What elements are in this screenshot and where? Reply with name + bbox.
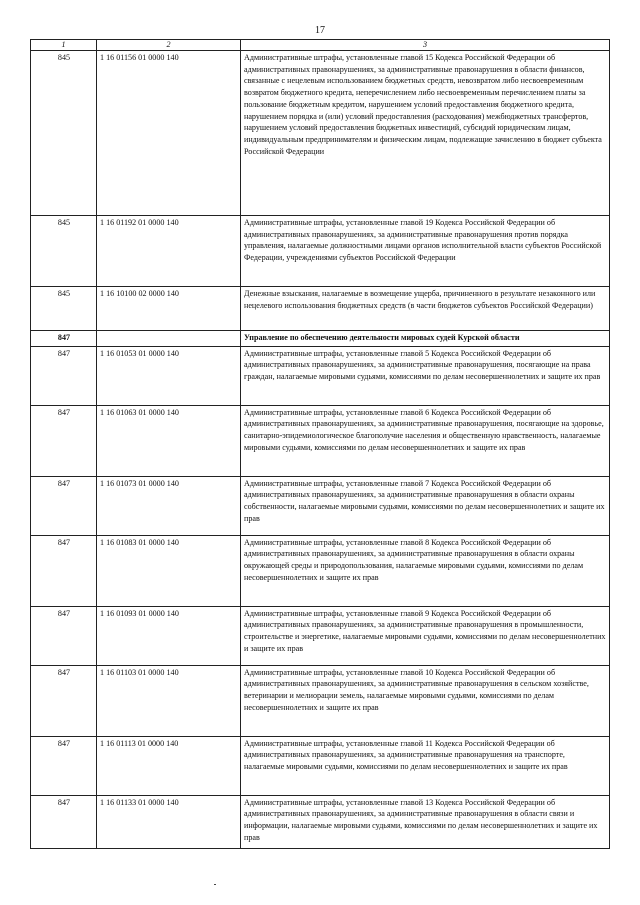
admin-code-cell: 847 <box>31 606 97 665</box>
budget-code-cell: 1 16 01093 01 0000 140 <box>97 606 241 665</box>
admin-code-cell: 847 <box>31 346 97 405</box>
column-number-2: 2 <box>97 40 241 51</box>
table-row <box>31 476 610 535</box>
table-row <box>31 795 610 848</box>
table-row <box>31 287 610 331</box>
admin-code-cell: 847 <box>31 476 97 535</box>
table-row <box>31 535 610 606</box>
admin-code-cell: 847 <box>31 535 97 606</box>
income-name-cell: Административные штрафы, установленные главой 8 Кодекса Российской Федерации об административных правонарушениях, за административные правонарушения в области охраны окружающей среды и природопользования, налагаемые мировыми судьями, комиссиями по делам несовершеннолетних и защите их прав <box>241 535 610 606</box>
admin-code-cell: 847 <box>31 405 97 476</box>
budget-code-cell: 1 16 01192 01 0000 140 <box>97 216 241 287</box>
table-row <box>31 216 610 287</box>
budget-code-cell: 1 16 01156 01 0000 140 <box>97 51 241 216</box>
revenue-classification-table <box>30 39 610 849</box>
table-row <box>31 405 610 476</box>
table-section-row <box>31 331 610 347</box>
table-header-row <box>31 40 610 51</box>
admin-code-cell: 847 <box>31 736 97 795</box>
column-number-1: 1 <box>31 40 97 51</box>
income-name-cell: Административные штрафы, установленные главой 5 Кодекса Российской Федерации об административных правонарушениях, за административные правонарушения, посягающие на права граждан, налагаемые мировыми судьями, комиссиями по делам несовершеннолетних и защите их прав <box>241 346 610 405</box>
budget-code-cell: 1 16 01133 01 0000 140 <box>97 795 241 848</box>
income-name-cell: Административные штрафы, установленные главой 13 Кодекса Российской Федерации об административных правонарушениях, за административные правонарушения в области связи и информации, налагаемые мировыми судьями, комиссиями по делам несовершеннолетних и защите их прав <box>241 795 610 848</box>
income-name-cell: Управление по обеспечению деятельности мировых судей Курской области <box>241 331 610 347</box>
budget-code-cell: 1 16 01103 01 0000 140 <box>97 665 241 736</box>
table-row <box>31 736 610 795</box>
income-name-cell: Административные штрафы, установленные главой 6 Кодекса Российской Федерации об административных правонарушениях, за административные правонарушения, посягающие на здоровье, санитарно-эпидемиологическое благополучие населения и общественную нравственность, налагаемые мировыми судьями, комиссиями по делам несовершеннолетних и защите их прав <box>241 405 610 476</box>
admin-code-cell: 845 <box>31 287 97 331</box>
admin-code-cell: 847 <box>31 665 97 736</box>
table-row <box>31 665 610 736</box>
table-row <box>31 606 610 665</box>
income-name-cell: Административные штрафы, установленные главой 9 Кодекса Российской Федерации об административных правонарушениях, за административные правонарушения в промышленности, строительстве и энергетике, налагаемые мировыми судьями, комиссиями по делам несовершеннолетних и защите их прав <box>241 606 610 665</box>
admin-code-cell: 845 <box>31 51 97 216</box>
income-name-cell: Денежные взыскания, налагаемые в возмещение ущерба, причиненного в результате незаконного или нецелевого использования бюджетных средств (в части бюджетов субъектов Российской Федерации) <box>241 287 610 331</box>
admin-code-cell: 847 <box>31 795 97 848</box>
table-row <box>31 346 610 405</box>
scan-mark <box>214 884 216 885</box>
income-name-cell: Административные штрафы, установленные главой 7 Кодекса Российской Федерации об административных правонарушениях, за административные правонарушения в области охраны собственности, налагаемые мировыми судьями, комиссиями по делам несовершеннолетних и защите их прав <box>241 476 610 535</box>
budget-code-cell: 1 16 10100 02 0000 140 <box>97 287 241 331</box>
income-name-cell: Административные штрафы, установленные главой 11 Кодекса Российской Федерации об административных правонарушениях, за административные правонарушения на транспорте, налагаемые мировыми судьями, комиссиями по делам несовершеннолетних и защите их прав <box>241 736 610 795</box>
budget-code-cell: 1 16 01113 01 0000 140 <box>97 736 241 795</box>
page-number: 17 <box>315 25 325 36</box>
budget-code-cell: 1 16 01053 01 0000 140 <box>97 346 241 405</box>
table-row <box>31 51 610 216</box>
column-number-3: 3 <box>241 40 610 51</box>
admin-code-cell: 847 <box>31 331 97 347</box>
income-name-cell: Административные штрафы, установленные главой 10 Кодекса Российской Федерации об административных правонарушениях, за административные правонарушения в сельском хозяйстве, ветеринарии и мелиорации земель, налагаемые мировыми судьями, комиссиями по делам несовершеннолетних и защите их прав <box>241 665 610 736</box>
budget-code-cell: 1 16 01073 01 0000 140 <box>97 476 241 535</box>
income-name-cell: Административные штрафы, установленные главой 15 Кодекса Российской Федерации об административных правонарушениях, за административные правонарушения в области финансов, связанные с нецелевым использованием бюджетных средств, невозвратом либо несвоевременным возвратом бюджетного кредита, неперечислением либо несвоевременным перечислением платы за пользование бюджетным кредитом, нарушением условий предоставления бюджетного кредита, нарушением порядка и (или) условий предоставления (расходования) межбюджетных трансфертов, нарушением условий предоставления бюджетных инвестиций, субсидий юридическим лицам, индивидуальным предпринимателям и физическим лицам, подлежащие зачислению в бюджет субъекта Российской Федерации <box>241 51 610 216</box>
admin-code-cell: 845 <box>31 216 97 287</box>
budget-code-cell: 1 16 01063 01 0000 140 <box>97 405 241 476</box>
income-name-cell: Административные штрафы, установленные главой 19 Кодекса Российской Федерации об административных правонарушениях, за административные правонарушения против порядка управления, налагаемые должностными лицами органов исполнительной власти субъектов Российской Федерации, учреждениями субъектов Российской Федерации <box>241 216 610 287</box>
budget-code-cell: 1 16 01083 01 0000 140 <box>97 535 241 606</box>
budget-code-cell <box>97 331 241 347</box>
